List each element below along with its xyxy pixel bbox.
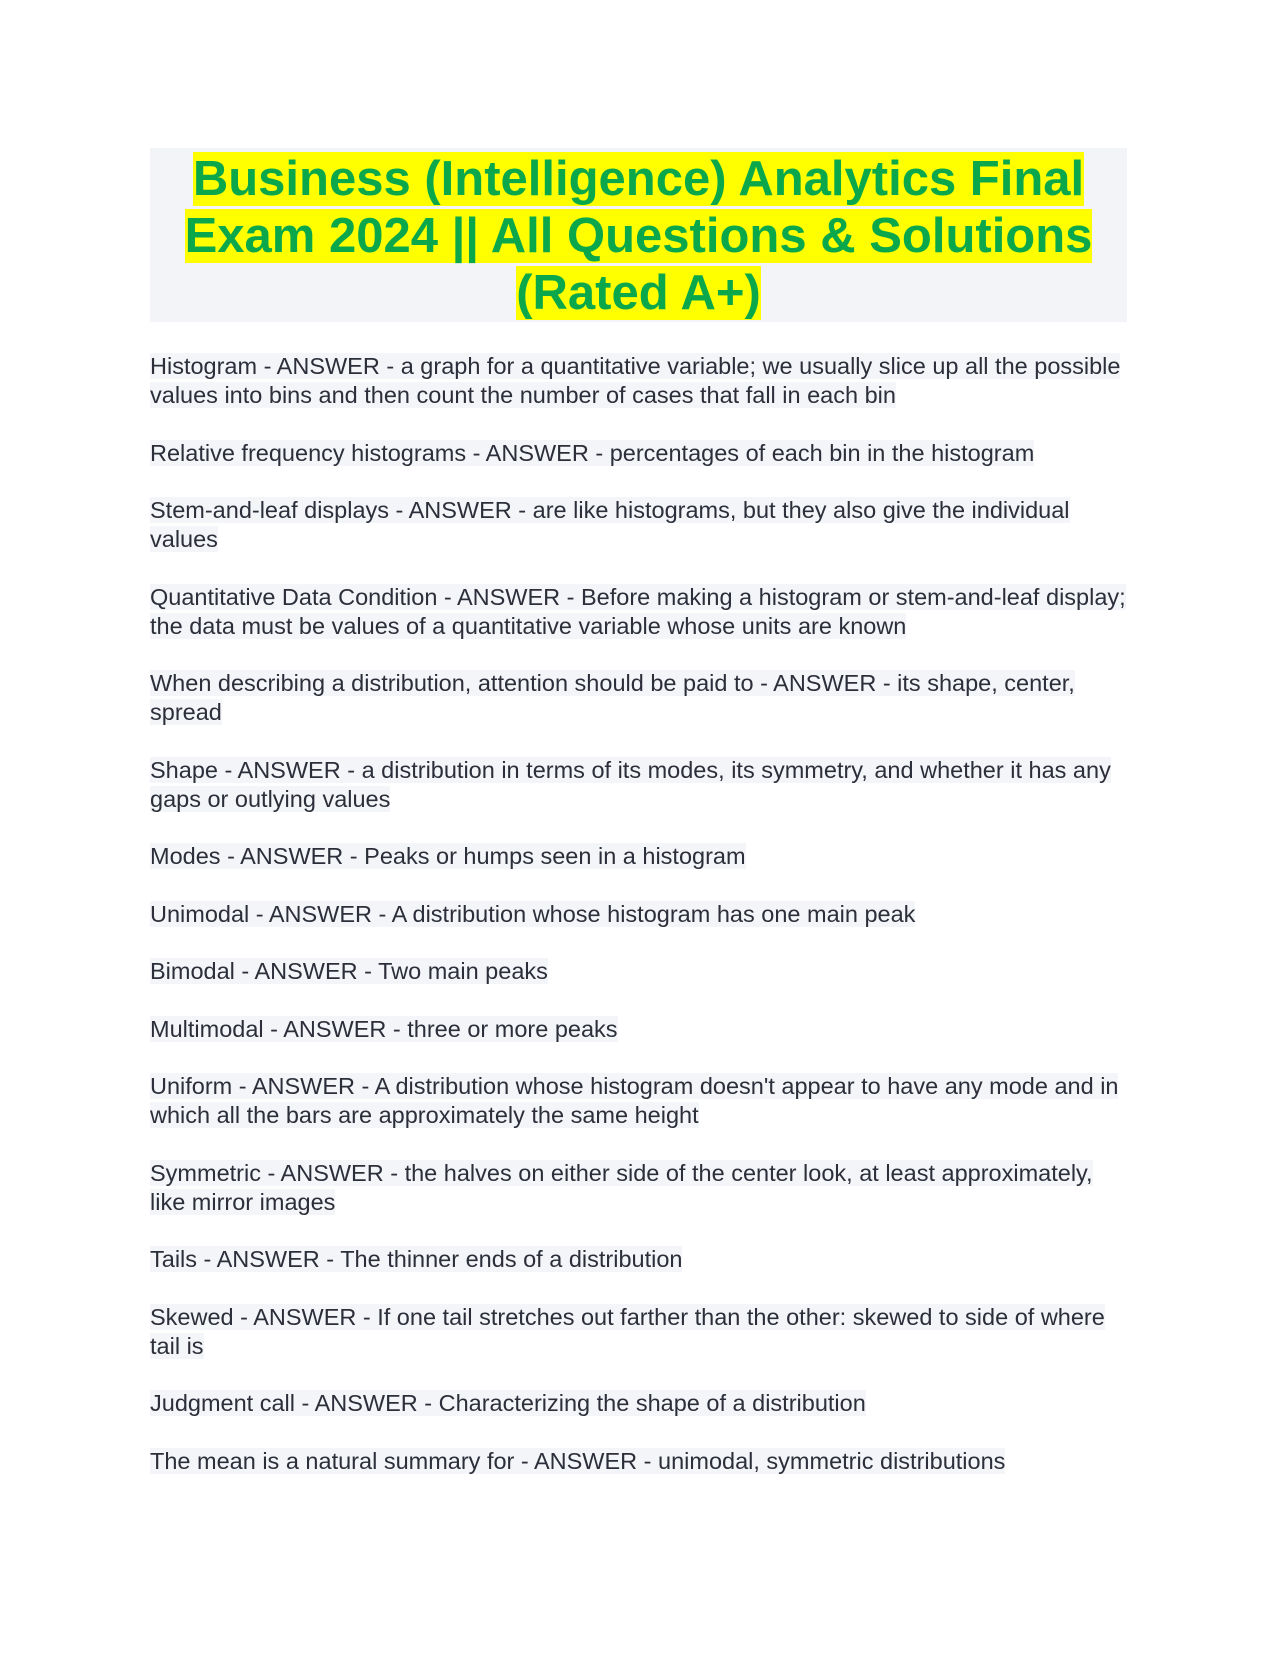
qa-entry-text: Judgment call - ANSWER - Characterizing the shape of a distribution — [150, 1390, 866, 1416]
qa-entry-uniform — [150, 1072, 1130, 1130]
qa-entry-quantitative-condition — [150, 583, 1130, 641]
qa-entry-relative-frequency — [150, 439, 1130, 468]
document-title — [150, 148, 1127, 322]
qa-entry-symmetric — [150, 1159, 1130, 1217]
qa-entry-text: Unimodal - ANSWER - A distribution whose histogram has one main peak — [150, 900, 916, 927]
qa-entry-text: Quantitative Data Condition - ANSWER - Before making a histogram or stem-and-leaf display; the data must be values of a quantitative variable whose units are known — [150, 583, 1126, 639]
qa-entry-describing-distribution — [150, 669, 1130, 727]
qa-entry-text: Skewed - ANSWER - If one tail stretches out farther than the other: skewed to side of where tail is — [150, 1303, 1105, 1359]
qa-entry-text: Symmetric - ANSWER - the halves on either side of the center look, at least approximately, like mirror images — [150, 1159, 1093, 1215]
qa-entry-unimodal — [150, 900, 1130, 929]
qa-entry-tails — [150, 1245, 1130, 1274]
qa-entry-histogram — [150, 352, 1130, 410]
qa-entry-mean-summary — [150, 1447, 1130, 1476]
qa-list — [150, 352, 1130, 1504]
qa-entry-multimodal — [150, 1015, 1130, 1044]
qa-entry-shape — [150, 756, 1130, 814]
qa-entry-modes — [150, 842, 1130, 871]
title-block — [150, 148, 1127, 322]
qa-entry-skewed — [150, 1303, 1130, 1361]
qa-entry-text: Stem-and-leaf displays - ANSWER - are like histograms, but they also give the individual values — [150, 497, 1070, 552]
qa-entry-text: Bimodal - ANSWER - Two main peaks — [150, 958, 548, 984]
qa-entry-text: Tails - ANSWER - The thinner ends of a distribution — [150, 1246, 683, 1272]
qa-entry-bimodal — [150, 957, 1130, 986]
qa-entry-text: When describing a distribution, attention should be paid to - ANSWER - its shape, center, spread — [150, 670, 1075, 725]
qa-entry-judgment-call — [150, 1389, 1130, 1418]
qa-entry-text: Multimodal - ANSWER - three or more peaks — [150, 1015, 618, 1042]
qa-entry-text: Uniform - ANSWER - A distribution whose histogram doesn't appear to have any mode and in which all the bars are approximately the same height — [150, 1073, 1119, 1128]
qa-entry-stem-and-leaf — [150, 496, 1130, 554]
qa-entry-text: Relative frequency histograms - ANSWER - percentages of each bin in the histogram — [150, 439, 1035, 466]
qa-entry-text: Modes - ANSWER - Peaks or humps seen in a histogram — [150, 843, 746, 869]
document-title-text: Business (Intelligence) Analytics Final Exam 2024 || All Questions & Solutions (Rated A+) — [184, 152, 1093, 320]
qa-entry-text: The mean is a natural summary for - ANSWER - unimodal, symmetric distributions — [150, 1447, 1006, 1474]
qa-entry-text: Shape - ANSWER - a distribution in terms of its modes, its symmetry, and whether it has any gaps or outlying values — [150, 756, 1111, 812]
qa-entry-text: Histogram - ANSWER - a graph for a quantitative variable; we usually slice up all the possible values into bins and then count the number of cases that fall in each bin — [150, 353, 1121, 408]
